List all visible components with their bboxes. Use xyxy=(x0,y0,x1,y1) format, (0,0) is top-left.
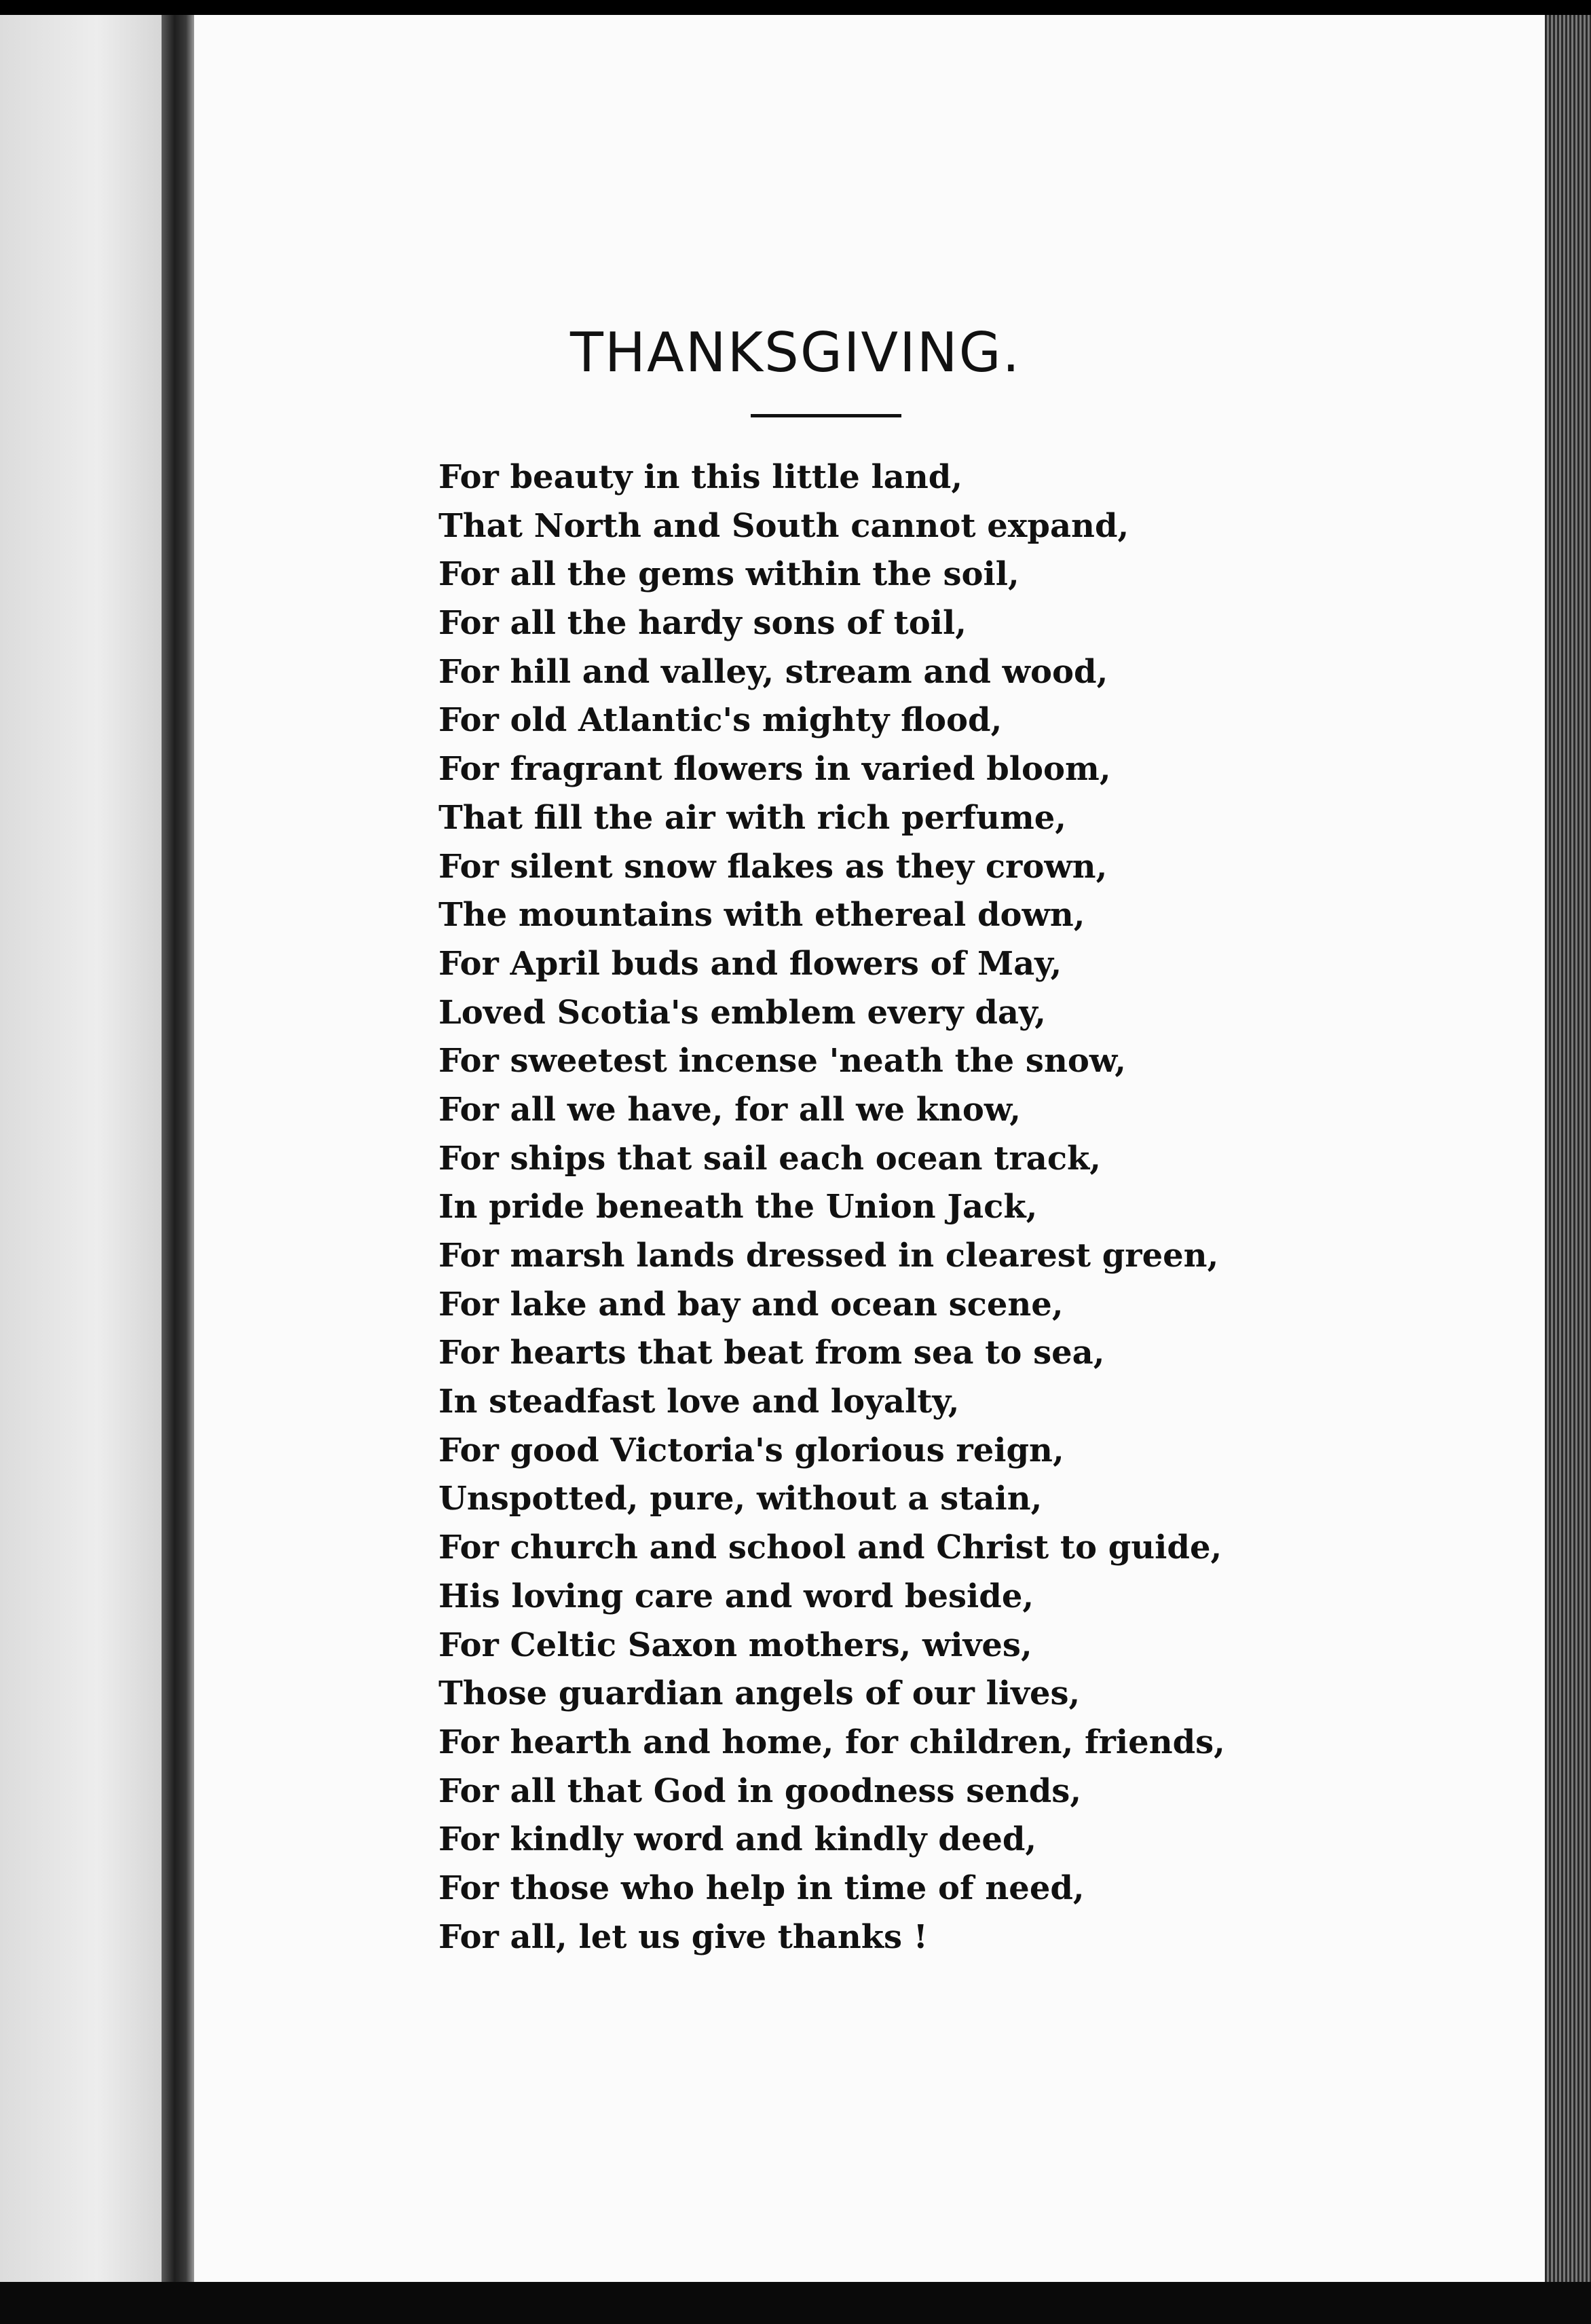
poem-line: For church and school and Christ to guide, xyxy=(438,1529,1222,1567)
poem-line: For fragrant flowers in varied bloom, xyxy=(438,750,1111,789)
poem-line: For beauty in this little land, xyxy=(438,458,963,496)
poem-line: For ships that sail each ocean track, xyxy=(438,1139,1102,1178)
poem-line: His loving care and word beside, xyxy=(438,1577,1034,1615)
poem-line: For kindly word and kindly deed, xyxy=(438,1820,1037,1859)
poem-line: For all we have, for all we know, xyxy=(438,1090,1021,1129)
poem-line: For hearth and home, for children, friends, xyxy=(438,1723,1225,1761)
poem-body xyxy=(438,453,1239,1962)
title-rule xyxy=(751,414,901,417)
poem-line: For April buds and flowers of May, xyxy=(438,944,1062,983)
scan-bottom-border xyxy=(0,2282,1591,2324)
poem-line: For hearts that beat from sea to sea, xyxy=(438,1334,1105,1372)
poem-line: For old Atlantic's mighty flood, xyxy=(438,701,1003,740)
poem-line: For silent snow flakes as they crown, xyxy=(438,847,1108,886)
poem-line: Loved Scotia's emblem every day, xyxy=(438,993,1047,1032)
poem-title: THANKSGIVING. xyxy=(569,321,1021,384)
poem-line: Those guardian angels of our lives, xyxy=(438,1674,1081,1713)
poem-line: For all, let us give thanks ! xyxy=(438,1917,928,1956)
poem-line: The mountains with ethereal down, xyxy=(438,896,1085,935)
poem-line: For all the hardy sons of toil, xyxy=(438,604,967,643)
poem-line: For all that God in goodness sends, xyxy=(438,1772,1082,1810)
poem-line: For Celtic Saxon mothers, wives, xyxy=(438,1626,1032,1664)
poem-line: For all the gems within the soil, xyxy=(438,555,1019,594)
poem-line: In pride beneath the Union Jack, xyxy=(438,1188,1038,1226)
poem-line: Unspotted, pure, without a stain, xyxy=(438,1480,1043,1518)
poem-line: That North and South cannot expand, xyxy=(438,506,1129,545)
poem-line: For sweetest incense 'neath the snow, xyxy=(438,1042,1126,1081)
poem-line: For lake and bay and ocean scene, xyxy=(438,1285,1064,1324)
poem-line: For hill and valley, stream and wood, xyxy=(438,652,1108,691)
poem-line: That fill the air with rich perfume, xyxy=(438,798,1067,837)
poem-line: For good Victoria's glorious reign, xyxy=(438,1431,1064,1469)
poem-line: For those who help in time of need, xyxy=(438,1869,1085,1907)
poem-line: For marsh lands dressed in clearest green, xyxy=(438,1237,1219,1275)
poem-line: In steadfast love and loyalty, xyxy=(438,1383,960,1421)
